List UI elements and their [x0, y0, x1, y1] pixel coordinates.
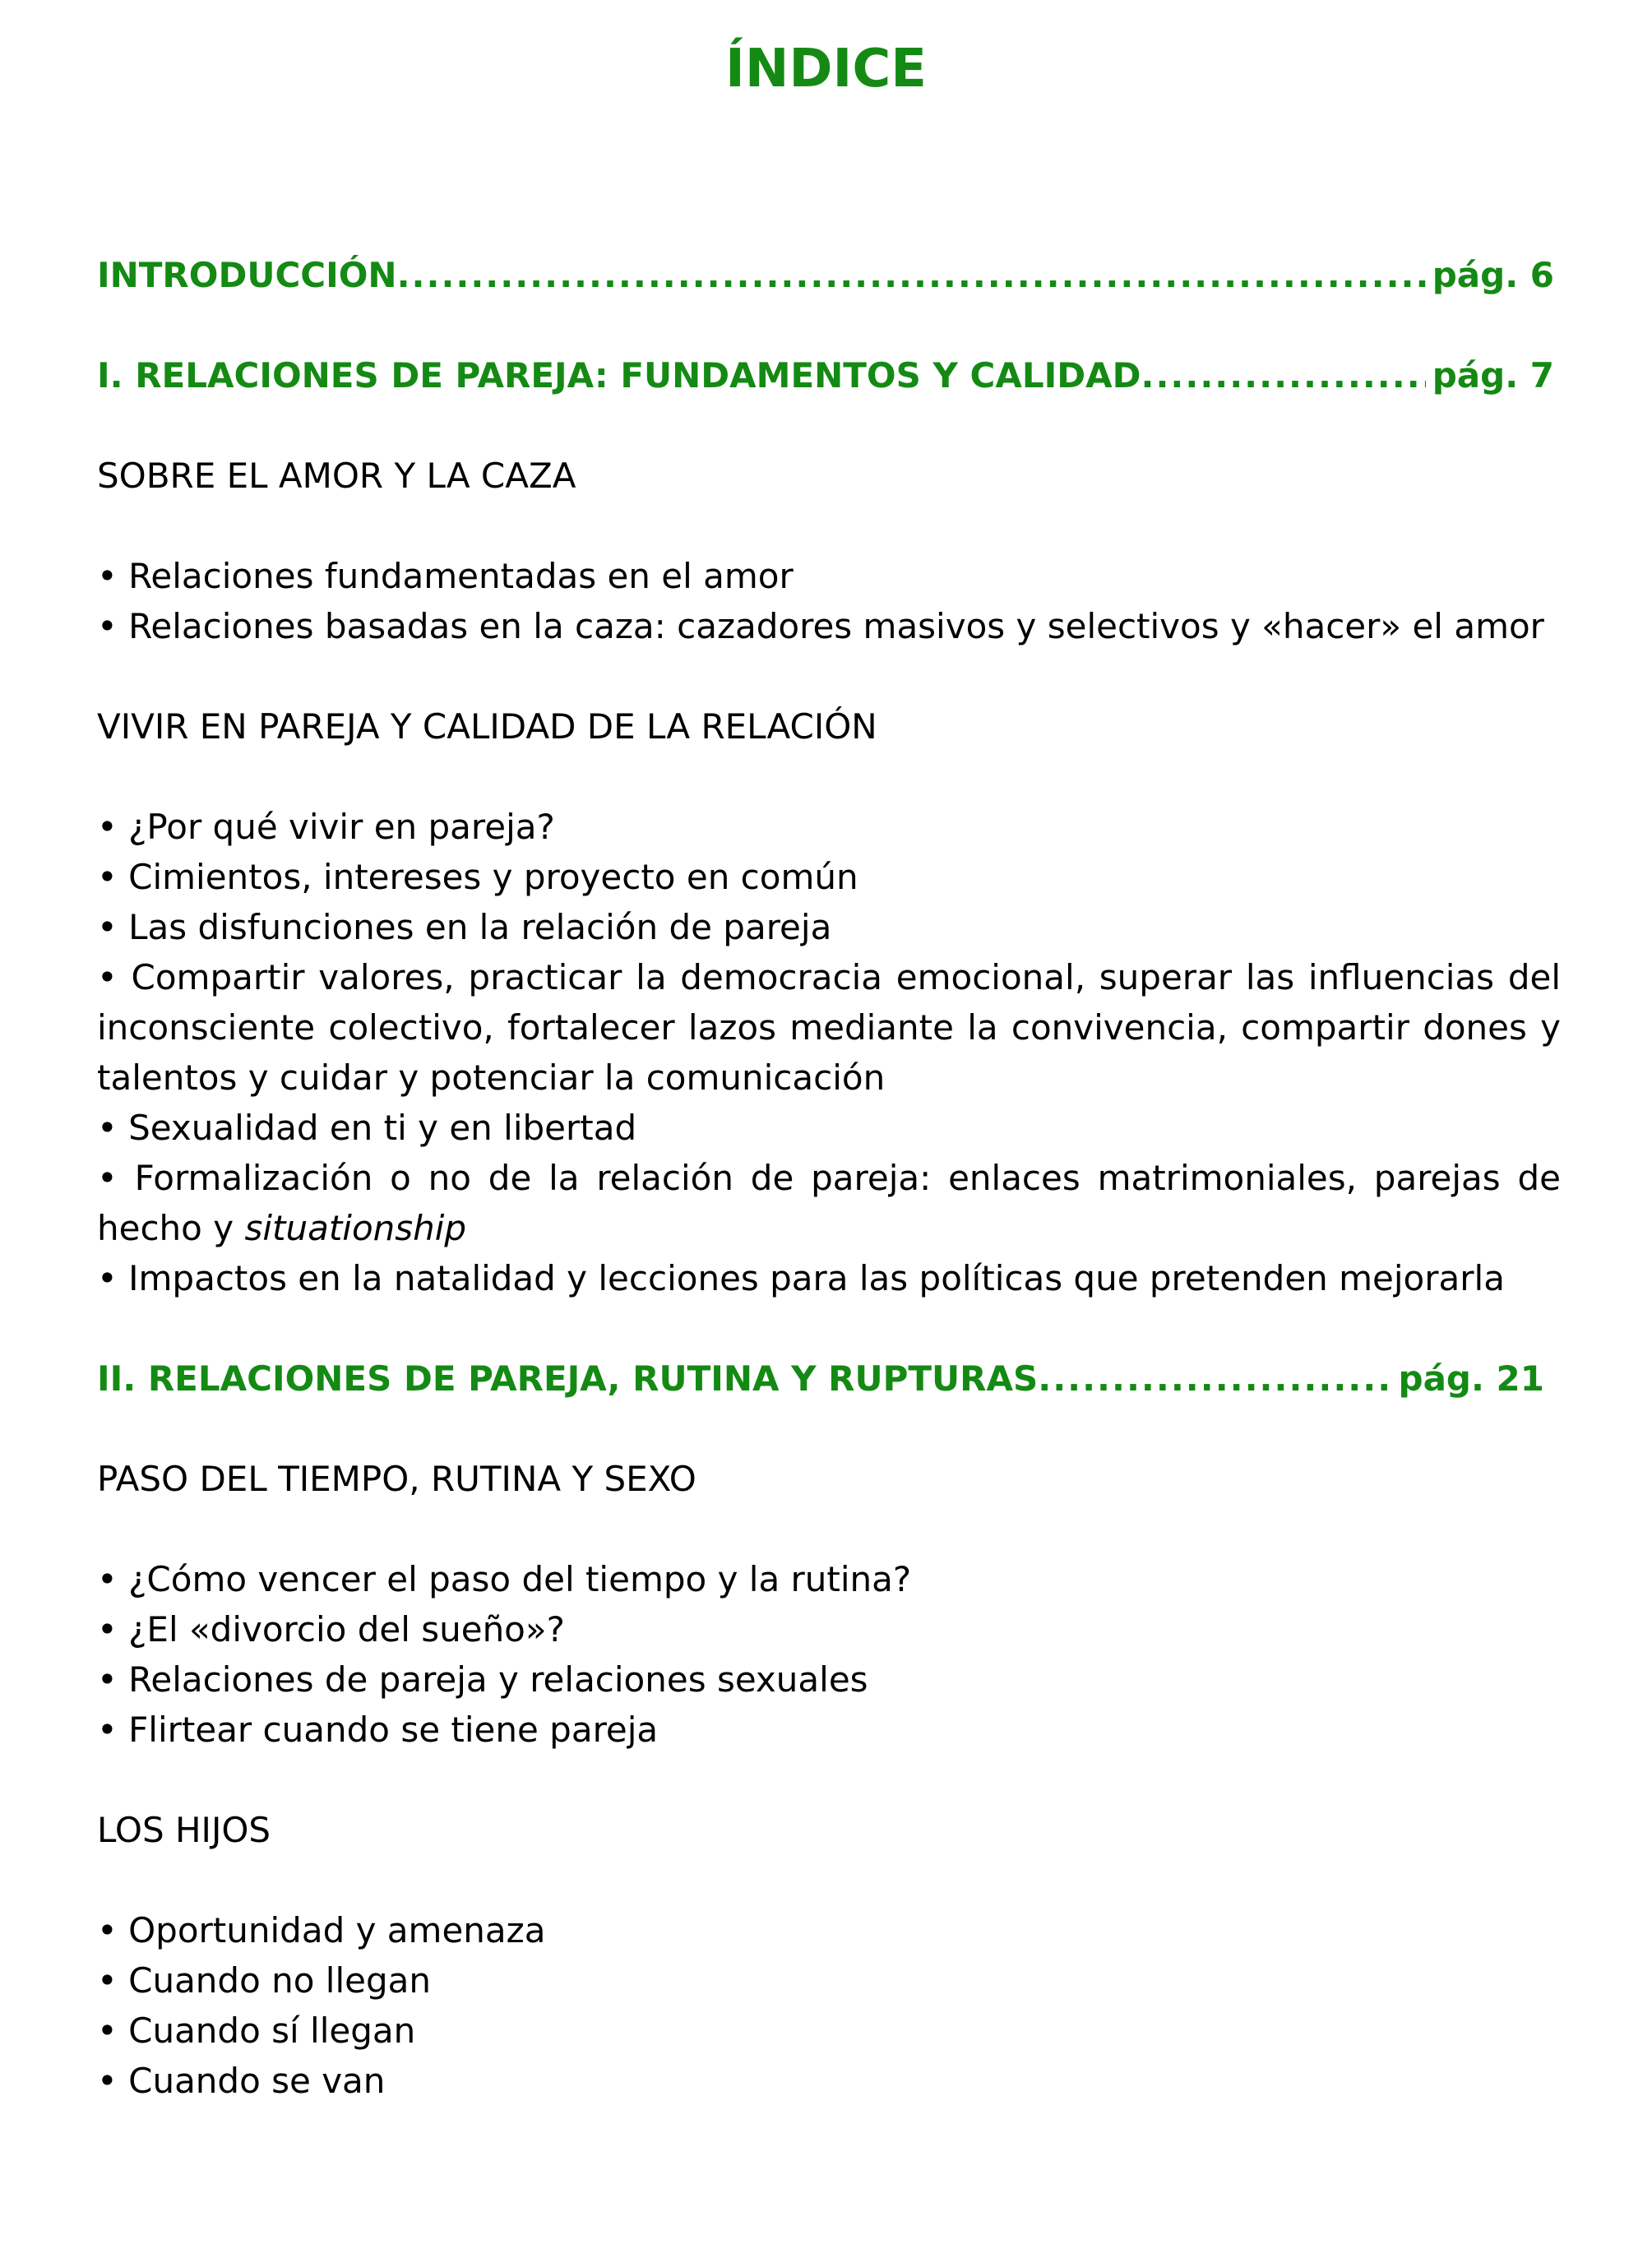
toc-entry-introduccion[interactable] — [97, 250, 1554, 300]
spacer — [97, 1855, 1561, 1905]
dot-leader — [397, 250, 1426, 300]
spacer — [97, 752, 1561, 802]
list-item: • Impactos en la natalidad y lecciones para las políticas que pretenden mejorarla — [97, 1258, 1505, 1298]
list-item-italic: situationship — [244, 1208, 467, 1248]
list-item: • Relaciones fundamentadas en el amor — [97, 556, 794, 596]
list-item: • Flirtear cuando se tiene pareja — [97, 1710, 659, 1750]
spacer — [97, 1303, 1561, 1353]
list-item: • Cimientos, intereses y proyecto en común — [97, 857, 858, 897]
toc-entry-label: I. RELACIONES DE PAREJA: FUNDAMENTOS Y CALIDAD — [97, 355, 1141, 396]
section-heading: SOBRE EL AMOR Y LA CAZA — [97, 456, 576, 496]
page-title: ÍNDICE — [725, 39, 927, 99]
spacer — [97, 501, 1561, 551]
toc-entry-page: pág. 6 — [1432, 255, 1554, 295]
toc-entry-label: II. RELACIONES DE PAREJA, RUTINA Y RUPTURAS — [97, 1358, 1039, 1399]
list-item: • ¿Por qué vivir en pareja? — [97, 807, 555, 847]
spacer — [97, 651, 1561, 701]
table-of-contents — [97, 250, 1561, 2106]
spacer — [97, 1755, 1561, 1805]
toc-entry-chapter-2[interactable] — [97, 1353, 1544, 1404]
section-heading: VIVIR EN PAREJA Y CALIDAD DE LA RELACIÓN — [97, 706, 877, 747]
list-item: • Compartir valores, practicar la democracia emocional, superar las influencias del inconsciente colectivo, fortalecer lazos mediante la convivencia, compartir dones y talentos y cuidar y potenciar la comunicación — [97, 957, 1561, 1098]
list-item: • Cuando se van — [97, 2061, 386, 2101]
list-item: • Cuando no llegan — [97, 1960, 431, 2001]
spacer — [97, 1504, 1561, 1554]
spacer — [97, 1404, 1561, 1454]
list-item: • Relaciones basadas en la caza: cazadores masivos y selectivos y «hacer» el amor — [97, 606, 1544, 646]
dot-leader — [1038, 1353, 1391, 1404]
list-item: • Sexualidad en ti y en libertad — [97, 1108, 637, 1148]
spacer — [97, 400, 1561, 451]
toc-entry-chapter-1[interactable] — [97, 350, 1554, 400]
list-item: • Oportunidad y amenaza — [97, 1910, 546, 1950]
section-heading: LOS HIJOS — [97, 1810, 271, 1850]
list-item-text: • Formalización o no de la relación de pareja: enlaces matrimoniales, parejas de hecho y — [97, 1158, 1561, 1248]
list-item: • Cuando sí llegan — [97, 2010, 416, 2051]
list-item: • ¿Cómo vencer el paso del tiempo y la rutina? — [97, 1559, 912, 1599]
spacer — [97, 300, 1561, 350]
dot-leader — [1141, 350, 1426, 400]
list-item: • ¿El «divorcio del sueño»? — [97, 1609, 565, 1650]
list-item — [97, 1153, 1561, 1253]
toc-entry-page: pág. 21 — [1398, 1358, 1544, 1399]
list-item: • Las disfunciones en la relación de pareja — [97, 907, 832, 947]
list-item: • Relaciones de pareja y relaciones sexuales — [97, 1659, 868, 1700]
toc-entry-page: pág. 7 — [1432, 355, 1554, 396]
section-heading: PASO DEL TIEMPO, RUTINA Y SEXO — [97, 1459, 696, 1499]
toc-entry-label: INTRODUCCIÓN — [97, 255, 397, 295]
